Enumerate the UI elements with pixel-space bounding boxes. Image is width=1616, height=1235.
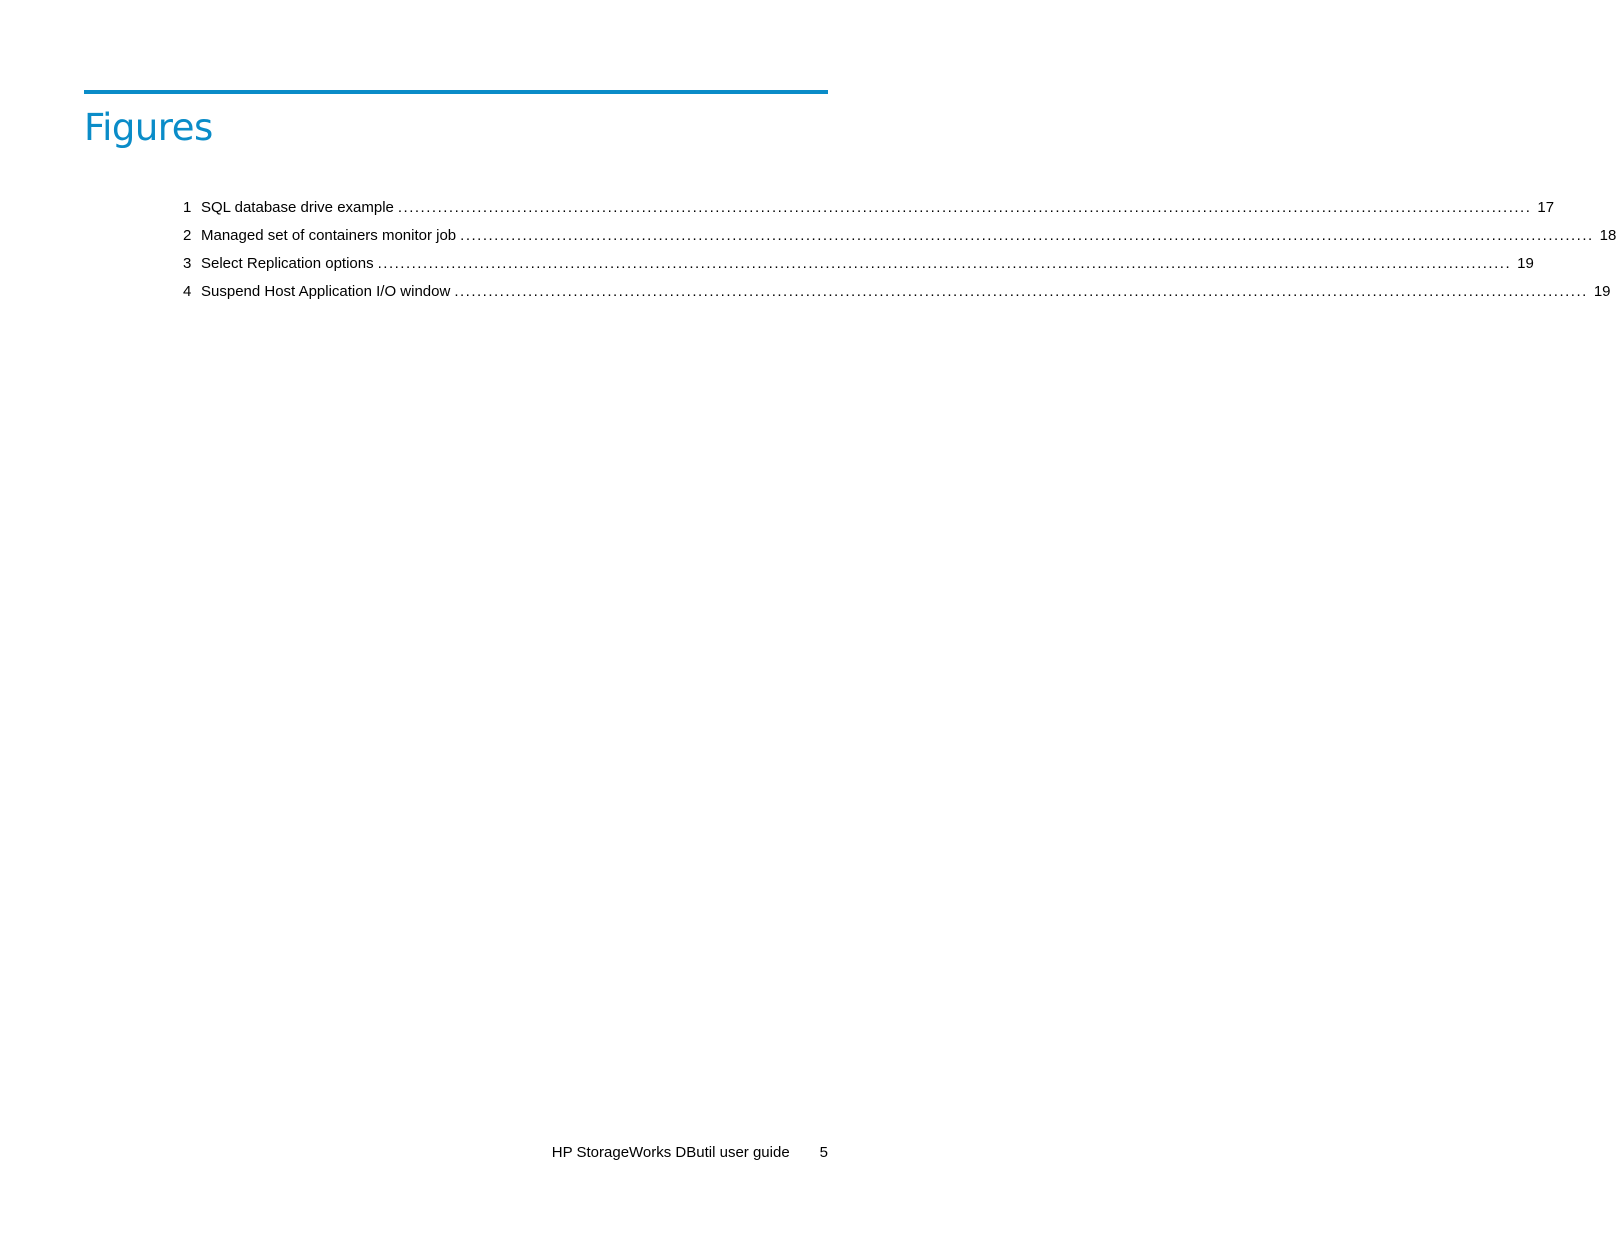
figure-label: Select Replication options <box>201 255 374 272</box>
figure-list <box>183 196 1616 308</box>
page-footer <box>500 1141 828 1165</box>
figure-number: 4 <box>183 283 192 300</box>
figure-page: 19 <box>1593 283 1611 300</box>
page-title: Figures <box>84 106 213 149</box>
footer-page-number: 5 <box>819 1144 828 1161</box>
figure-label: SQL database drive example <box>201 199 394 216</box>
title-rule <box>84 90 828 94</box>
figure-number: 2 <box>183 227 192 244</box>
dot-leader: ........................................................................................................................................................................................................ <box>397 199 1532 216</box>
dot-leader: ........................................................................................................................................................................................................ <box>454 283 1588 300</box>
dot-leader: ........................................................................................................................................................................................................ <box>377 255 1512 272</box>
footer-guide-title: HP StorageWorks DButil user guide <box>551 1144 790 1161</box>
figure-number: 3 <box>183 255 192 272</box>
figure-entry[interactable] <box>183 224 1616 252</box>
figure-entry[interactable] <box>183 196 1555 224</box>
figure-number: 1 <box>183 199 192 216</box>
dot-leader: ........................................................................................................................................................................................................ <box>460 227 1594 244</box>
figure-page: 18 <box>1599 227 1616 244</box>
figure-page: 17 <box>1537 199 1555 216</box>
figure-entry[interactable] <box>183 252 1534 280</box>
figure-label: Suspend Host Application I/O window <box>201 283 451 300</box>
figure-page: 19 <box>1517 255 1534 272</box>
figure-entry[interactable] <box>183 280 1611 308</box>
figure-label: Managed set of containers monitor job <box>201 227 457 244</box>
